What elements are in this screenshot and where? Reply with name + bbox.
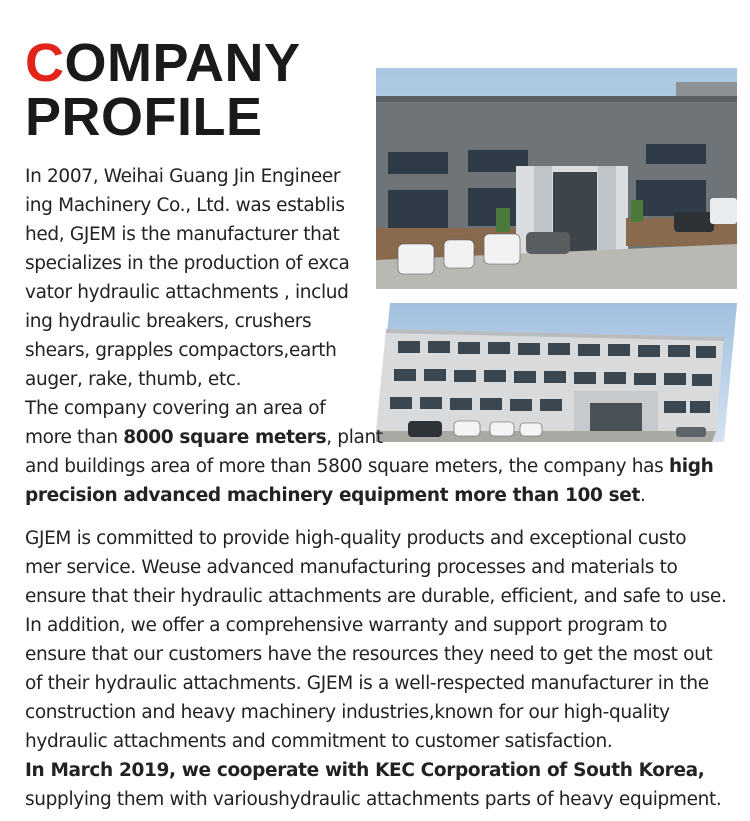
commitment-line: ensure that their hydraulic attachments are durable, efficient, and safe to use.	[25, 586, 727, 607]
equipment-end: .	[640, 485, 646, 506]
intro-line: hed, GJEM is the manufacturer that	[25, 224, 340, 245]
equipment-line	[25, 481, 713, 510]
title-word-company: OMPANY	[64, 33, 301, 93]
title-word-profile: PROFILE	[25, 87, 263, 147]
commitment-line: GJEM is committed to provide high-quality products and exceptional custo	[25, 528, 687, 549]
commitment-line: hydraulic attachments and commitment to customer satisfaction.	[25, 731, 613, 752]
buildings-line	[25, 452, 713, 481]
intro-line: In 2007, Weihai Guang Jin Engineer	[25, 166, 341, 187]
commitment-paragraph	[25, 524, 727, 814]
commitment-line: In addition, we offer a comprehensive warranty and support program to	[25, 615, 668, 636]
commitment-line: mer service. Weuse advanced manufacturing processes and materials to	[25, 557, 678, 578]
equipment-highlight-start: high	[668, 456, 714, 477]
intro-paragraph	[25, 162, 713, 510]
area-prefix: more than	[25, 427, 124, 448]
intro-line: ing hydraulic breakers, crushers	[25, 311, 312, 332]
commitment-line: of their hydraulic attachments. GJEM is a well-respected manufacturer in the	[25, 673, 709, 694]
intro-line: specializes in the production of exca	[25, 253, 350, 274]
equipment-highlight: precision advanced machinery equipment more than 100 set	[25, 485, 641, 506]
intro-line: The company covering an area of	[25, 398, 326, 419]
intro-line: auger, rake, thumb, etc.	[25, 369, 242, 390]
cooperation-highlight: In March 2019, we cooperate with KEC Corporation of South Korea,	[25, 760, 705, 781]
intro-line: ing Machinery Co., Ltd. was establis	[25, 195, 345, 216]
supply-line: supplying them with varioushydraulic attachments parts of heavy equipment.	[25, 789, 722, 810]
commitment-line: construction and heavy machinery industries,known for our high-quality	[25, 702, 670, 723]
area-highlight: 8000 square meters	[123, 427, 327, 448]
cooperation-line	[25, 756, 727, 785]
buildings-text: and buildings area of more than 5800 square meters, the company has	[25, 456, 669, 477]
area-suffix: , plant	[326, 427, 383, 448]
commitment-line: ensure that our customers have the resources they need to get the most out	[25, 644, 713, 665]
area-line	[25, 423, 713, 452]
intro-line: vator hydraulic attachments , includ	[25, 282, 349, 303]
intro-line: shears, grapples compactors,earth	[25, 340, 337, 361]
title-accent-letter: C	[25, 33, 65, 93]
page-title	[25, 33, 301, 147]
